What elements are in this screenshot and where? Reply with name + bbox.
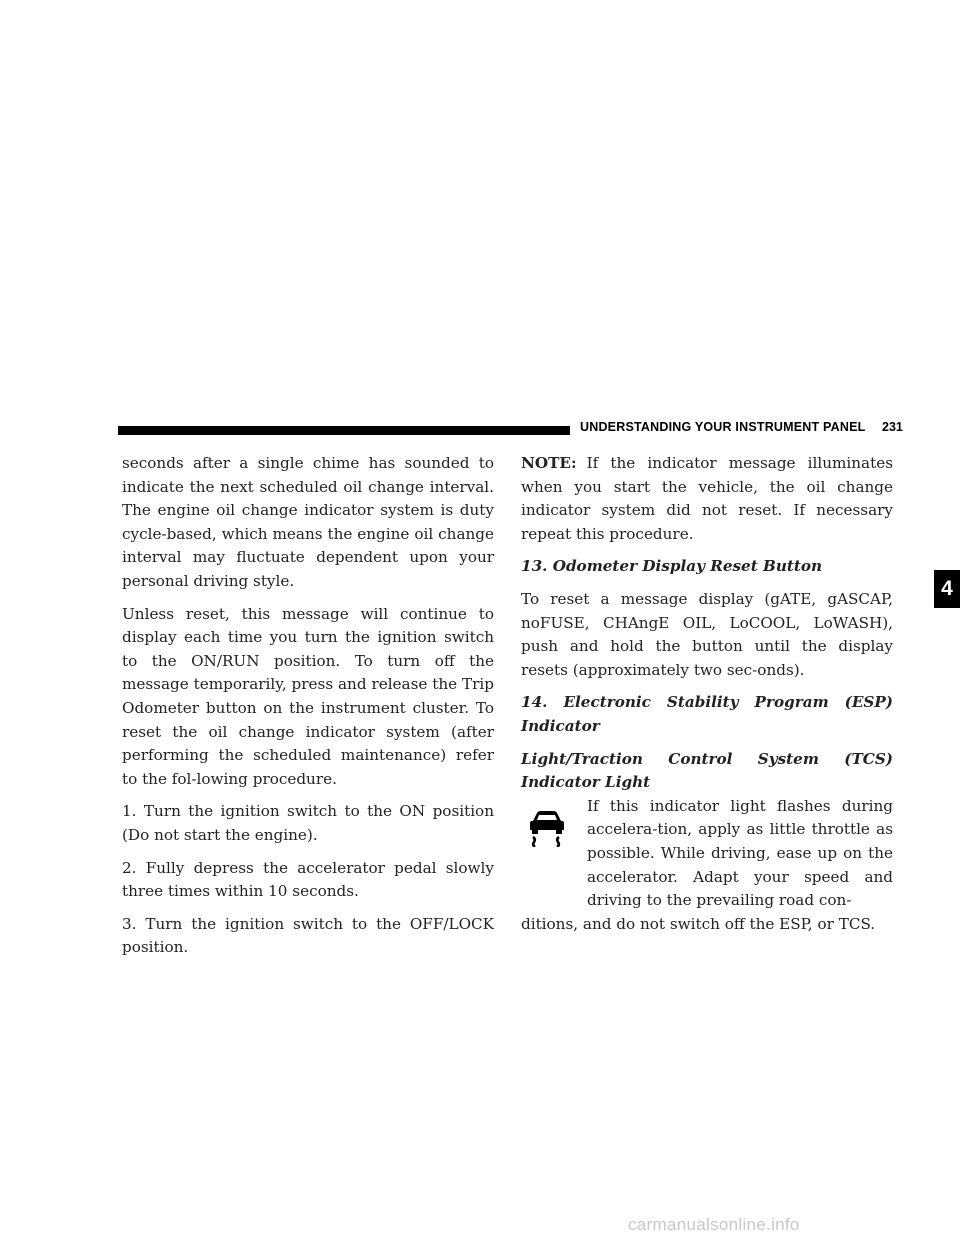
left-column	[122, 452, 494, 969]
procedure-step-1: 1. Turn the ignition switch to the ON position (Do not start the engine).	[122, 802, 494, 844]
procedure-step-3: 3. Turn the ignition switch to the OFF/LOCK position.	[122, 914, 494, 957]
paragraph-esp-indicator-continued: ditions, and do not switch off the ESP, or TCS.	[521, 914, 876, 933]
right-column	[521, 452, 893, 936]
watermark: carmanualsonline.info	[628, 1215, 800, 1234]
page-number: 231	[882, 420, 903, 434]
procedure-step-2: 2. Fully depress the accelerator pedal slowly three times within 10 seconds.	[122, 858, 494, 901]
heading-esp-indicator-line1: 14. Electronic Stability Program (ESP) Indicator	[521, 693, 893, 735]
note-paragraph	[521, 452, 893, 546]
heading-odometer-reset: 13. Odometer Display Reset Button	[521, 557, 823, 576]
section-title: UNDERSTANDING YOUR INSTRUMENT PANEL	[580, 420, 866, 434]
header-rule	[118, 426, 570, 435]
chapter-tab: 4	[934, 570, 960, 608]
esp-indicator-block	[521, 795, 893, 937]
paragraph-oil-change-interval: seconds after a single chime has sounded to indicate the next scheduled oil change interval. The engine oil change indicator system is duty cycle-based, which means the engine oil change interval may fluctuate dependent upon your personal driving style.	[122, 454, 494, 590]
note-label: NOTE:	[521, 454, 577, 472]
heading-esp-indicator-line2: Light/Traction Control System (TCS) Indicator Light	[521, 749, 893, 792]
paragraph-odometer-reset: To reset a message display (gATE, gASCAP, noFUSE, CHAngE OIL, LoCOOL, LoWASH), push and hold the button until the display resets (approximately two sec-onds).	[521, 589, 893, 679]
paragraph-reset-message: Unless reset, this message will continue to display each time you turn the ignition switch to the ON/RUN position. To turn off the message temporarily, press and release the Trip Odometer button on the instrument cluster. To reset the oil change indicator system (after performing the scheduled maintenance) refer to the fol-lowing procedure.	[122, 604, 494, 788]
esp-skidding-car-icon	[525, 803, 569, 847]
note-text: If the indicator message illuminates when you start the vehicle, the oil change indicator system did not reset. If necessary repeat this procedure.	[521, 454, 893, 543]
paragraph-esp-indicator: If this indicator light flashes during accelera-tion, apply as little throttle as possible. While driving, ease up on the accelerator. Adapt your speed and driving to the prevailing road con-	[587, 796, 893, 910]
